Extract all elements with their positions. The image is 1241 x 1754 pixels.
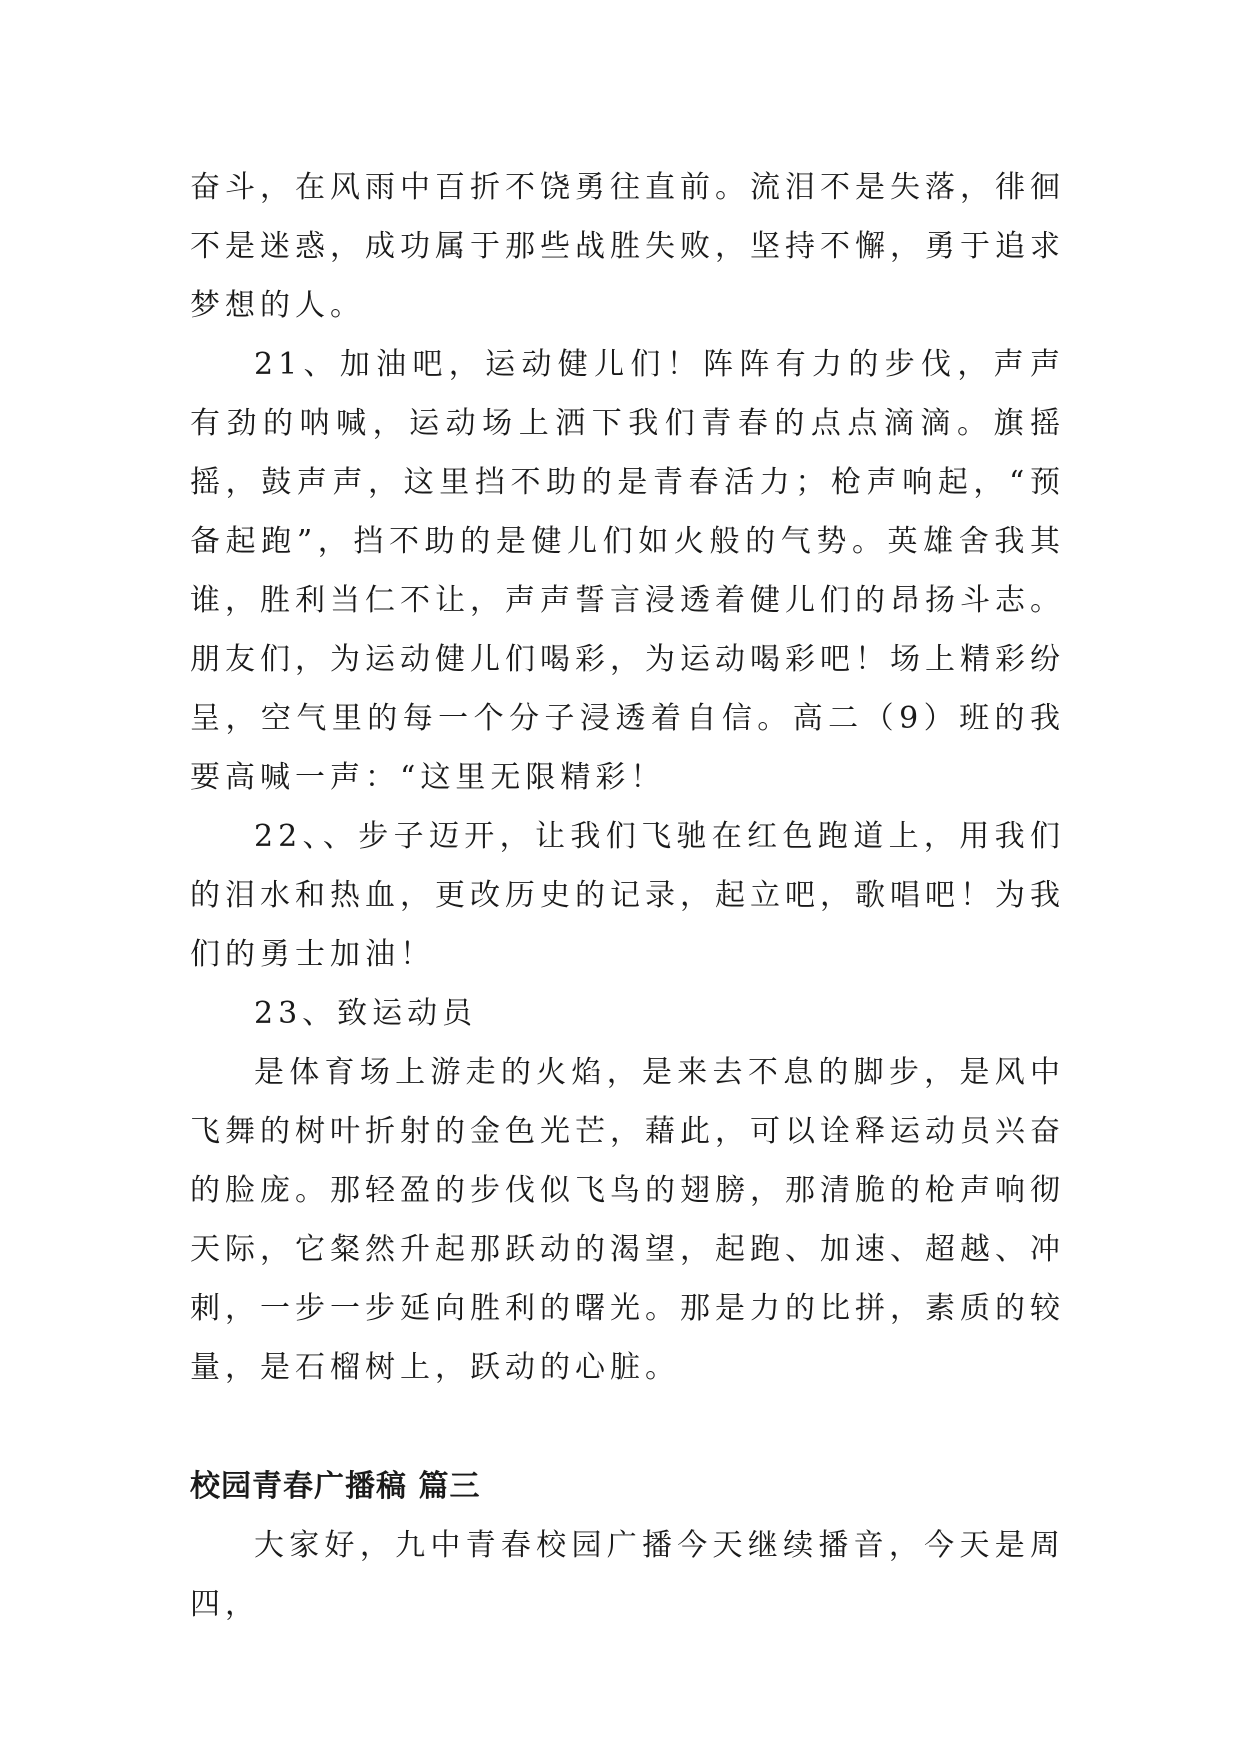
paragraph-23-body: 是体育场上游走的火焰，是来去不息的脚步，是风中飞舞的树叶折射的金色光芒，藉此，可以诠释运动员兴奋的脸庞。那轻盈的步伐似飞鸟的翅膀，那清脆的枪声响彻天际，它粲然升起那跃动的渴望，起跑、加速、超越、冲刺，一步一步延向胜利的曙光。那是力的比拼，素质的较量，是石榴树上，跃动的心脏。 — [190, 1055, 1065, 1385]
paragraph-opening: 大家好，九中青春校园广播今天继续播音，今天是周四， — [190, 1528, 1065, 1622]
paragraph-21: 21、加油吧，运动健儿们！阵阵有力的步伐，声声有劲的呐喊，运动场上洒下我们青春的点点滴滴。旗摇摇，鼓声声，这里挡不助的是青春活力；枪声响起，“预备起跑”，挡不助的是健儿们如火般的气势。英雄舍我其谁，胜利当仁不让，声声誓言浸透着健儿们的昂扬斗志。朋友们，为运动健儿们喝彩，为运动喝彩吧！场上精彩纷呈，空气里的每一个分子浸透着自信。高二（9）班的我要高喊一声：“这里无限精彩！ — [190, 347, 1065, 795]
section-heading: 校园青春广播稿 篇三 — [190, 1469, 481, 1504]
paragraph-continuation: 奋斗，在风雨中百折不饶勇往直前。流泪不是失落，徘徊不是迷惑，成功属于那些战胜失败，坚持不懈，勇于追求梦想的人。 — [190, 170, 1065, 323]
paragraph-22: 22、、步子迈开，让我们飞驰在红色跑道上，用我们的泪水和热血，更改历史的记录，起立吧，歌唱吧！为我们的勇士加油！ — [190, 819, 1065, 972]
paragraph-23-title: 23、致运动员 — [254, 996, 478, 1031]
document-body — [190, 158, 1065, 1634]
